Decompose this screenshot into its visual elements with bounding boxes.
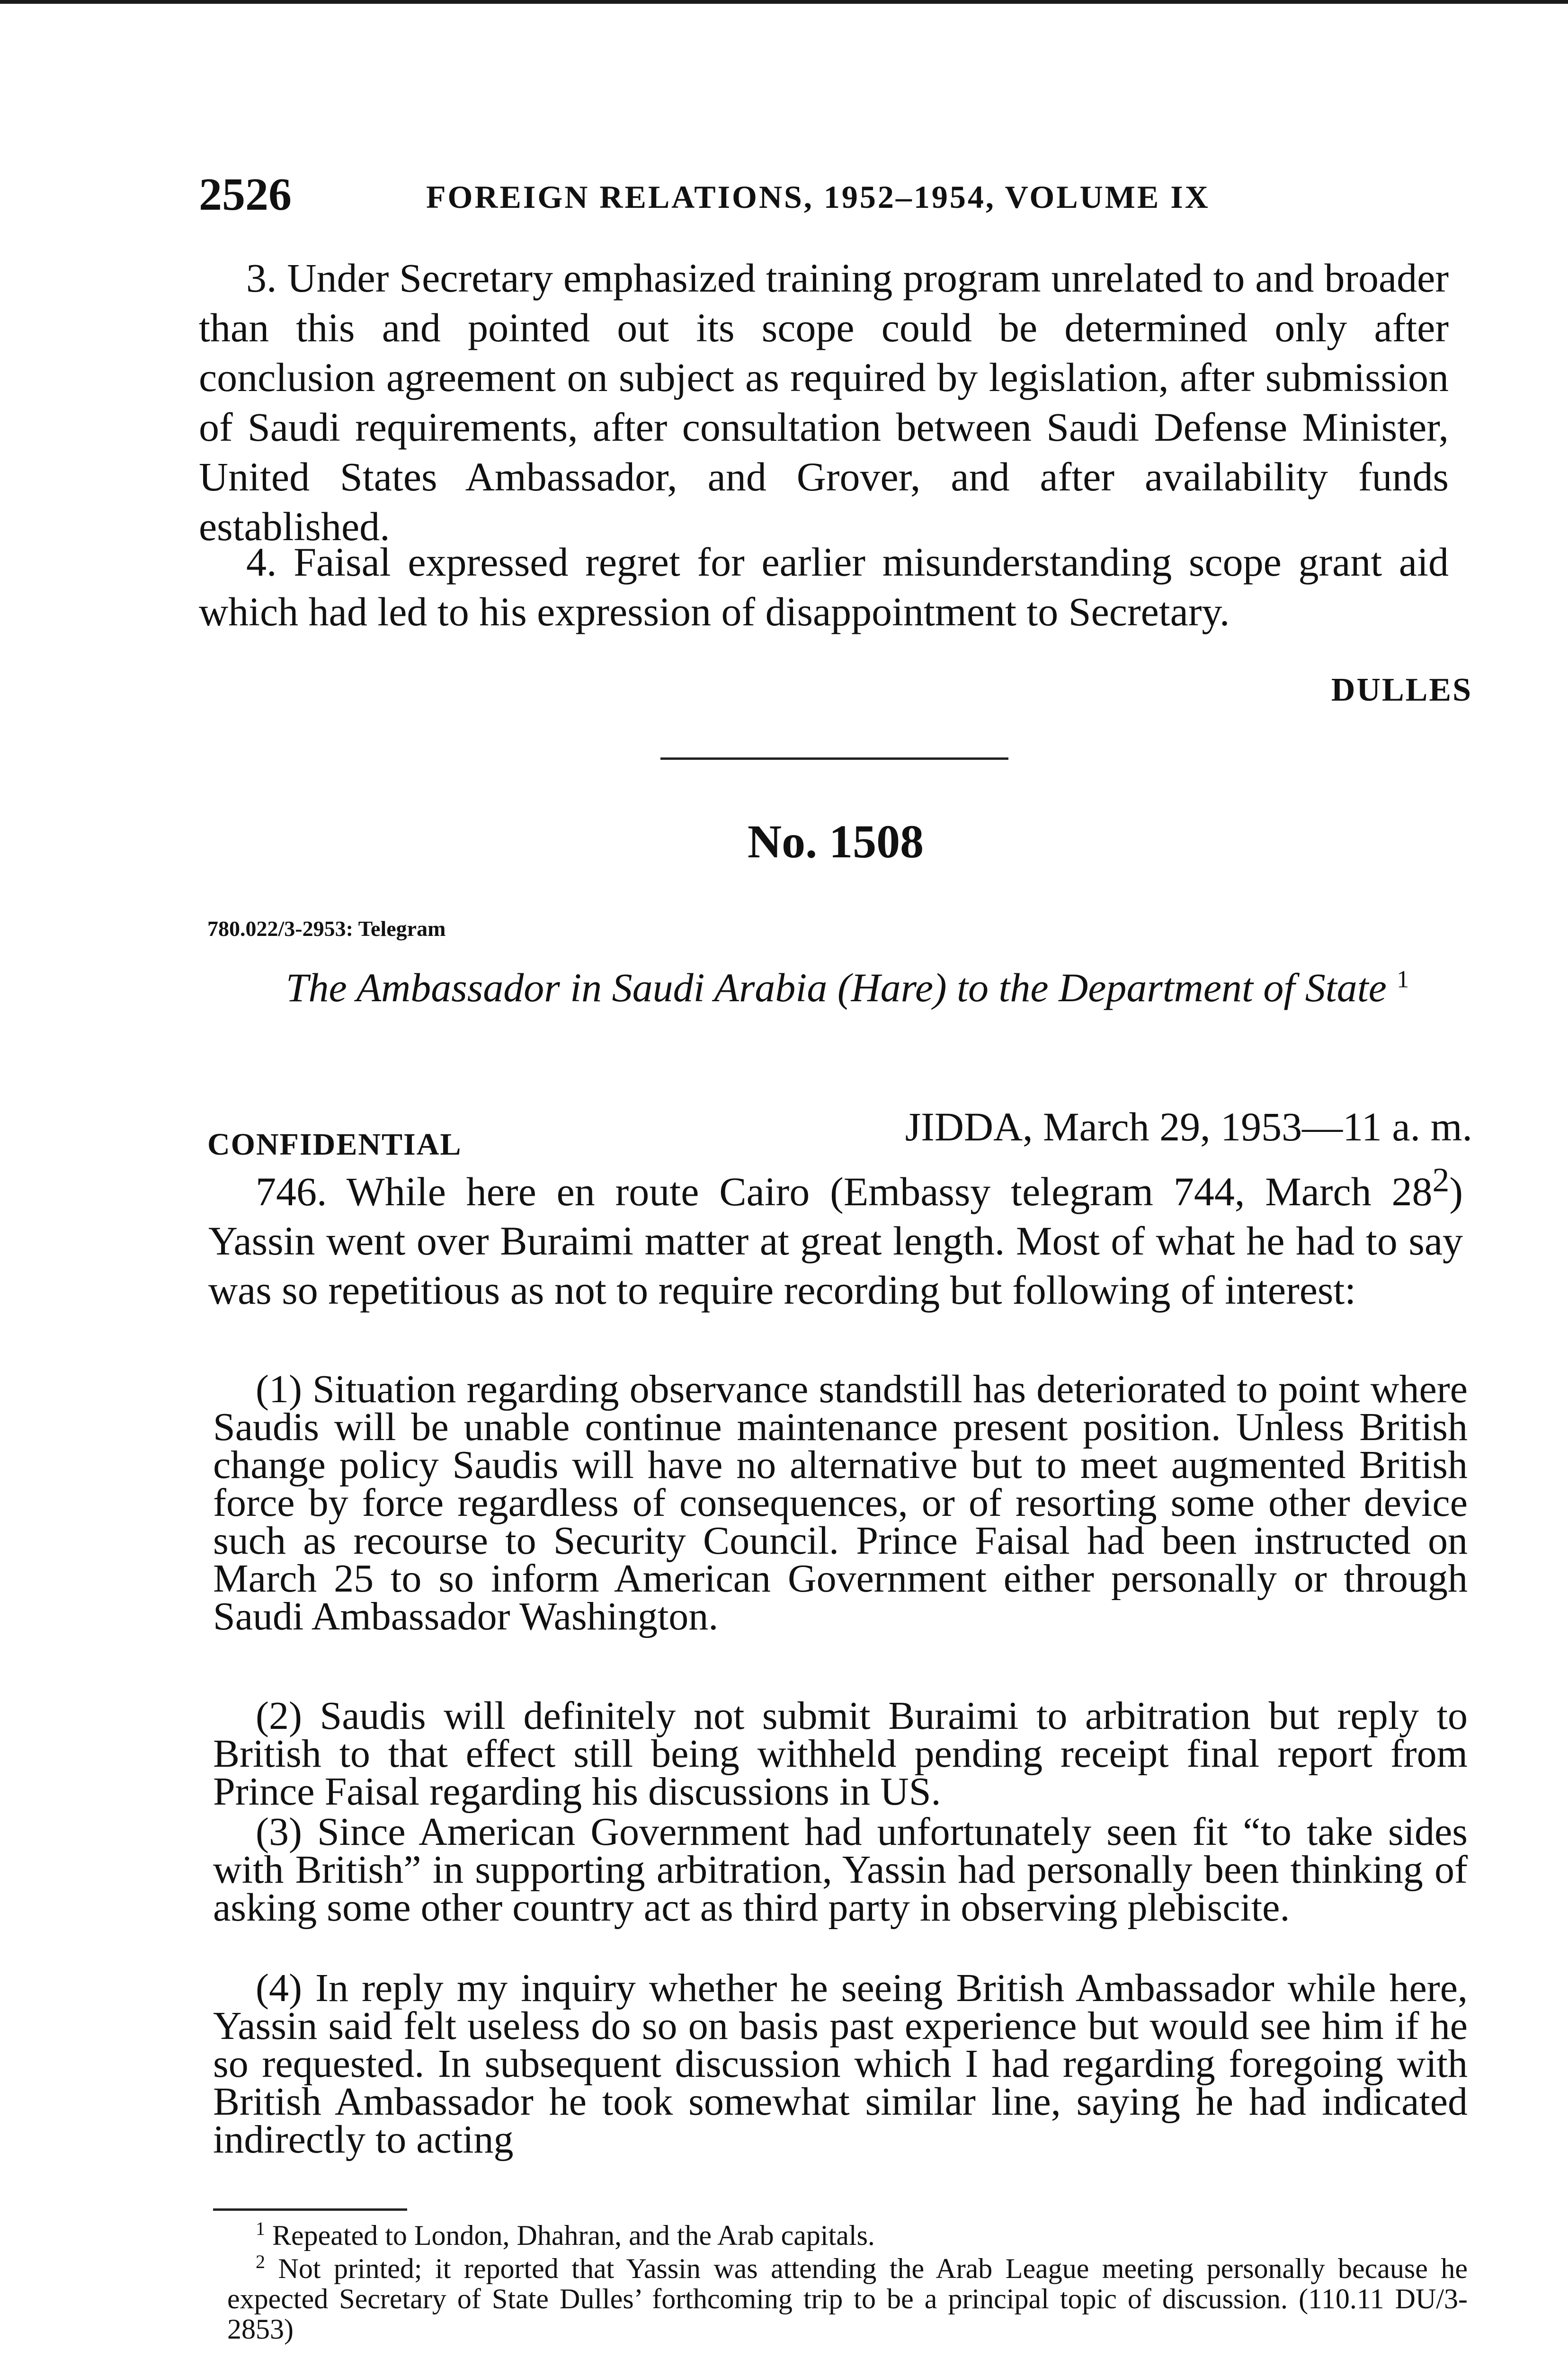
footnote-2 [227, 2253, 1468, 2344]
page-number: 2526 [199, 169, 292, 220]
title-footnote-mark: 1 [1397, 966, 1409, 993]
footnote-1-mark: 1 [256, 2218, 265, 2239]
footnote-1-text: Repeated to London, Dhahran, and the Arab capitals. [265, 2220, 875, 2251]
file-reference: 780.022/3-2953: Telegram [207, 917, 446, 941]
section-divider [660, 757, 1008, 760]
document-number: No. 1508 [747, 815, 924, 868]
footnote-1 [227, 2220, 1468, 2251]
footnote-2-text: Not printed; it reported that Yassin was attending the Arab League meeting personally because he expected Secretary of State Dulles’ forthcoming trip to be a principal topic of discussion. (110.11 DU/3-2853) [227, 2253, 1468, 2345]
item-3: (3) Since American Government had unfortunately seen fit “to take sides with British” in supporting arbitration, Yassin had personally been thinking of asking some other country act as third party in observing plebiscite. [213, 1810, 1468, 1930]
previous-doc-paragraph-3: 3. Under Secretary emphasized training program unrelated to and broader than this and pointed out its scope could be determined only after conclusion agreement on subject as required by legislation, after submission of Saudi requirements, after consultation between Saudi Defense Minister, United States Ambassador, and Grover, and after availability funds established. [199, 255, 1449, 549]
item-1: (1) Situation regarding observance standstill has deteriorated to point where Saudis will be unable continue maintenance present position. Unless British change policy Saudis will have no alternative but to meet augmented British force by force regardless of consequences, or of resorting some other device such as recourse to Security Council. Prince Faisal had been instructed on March 25 to so inform American Government either personally or through Saudi Ambassador Washington. [213, 1367, 1468, 1638]
dateline [905, 1103, 1472, 1150]
opening-footnote-mark: 2 [1432, 1161, 1450, 1199]
telegram-opening [208, 1161, 1463, 1315]
document-title-text: The Ambassador in Saudi Arabia (Hare) to the Department of State [285, 965, 1387, 1010]
document-title [256, 961, 1439, 1014]
classification-label: CONFIDENTIAL [207, 1127, 462, 1162]
item-4: (4) In reply my inquiry whether he seeing British Ambassador while here, Yassin said felt useless do so on basis past experience but would see him if he so requested. In subsequent discussion which I had regarding foregoing with British Ambassador he took somewhat similar line, saying he had indicated indirectly to acting [213, 1966, 1468, 2162]
previous-doc-paragraph-4: 4. Faisal expressed regret for earlier misunderstanding scope grant aid which had led to his expression of disappointment to Secretary. [199, 539, 1449, 634]
item-2: (2) Saudis will definitely not submit Buraimi to arbitration but reply to British to that effect still being withheld pending receipt final report from Prince Faisal regarding his discussions in US. [213, 1694, 1468, 1814]
opening-text-b: ) Yassin went over Buraimi matter at great length. Most of what he had to say was so repetitious as not to require recording but following of interest: [208, 1169, 1463, 1313]
opening-text-a: 746. While here en route Cairo (Embassy telegram 744, March 28 [256, 1169, 1433, 1214]
footnote-divider [213, 2208, 407, 2211]
volume-title: FOREIGN RELATIONS, 1952–1954, VOLUME IX [426, 179, 1210, 215]
signature-dulles: DULLES [1331, 672, 1472, 708]
dateline-place: JIDDA [905, 1104, 1023, 1149]
footnote-2-mark: 2 [256, 2251, 265, 2272]
scan-top-edge [0, 0, 1568, 4]
dateline-date: , March 29, 1953—11 a. m. [1023, 1104, 1472, 1149]
running-head [199, 168, 1472, 220]
